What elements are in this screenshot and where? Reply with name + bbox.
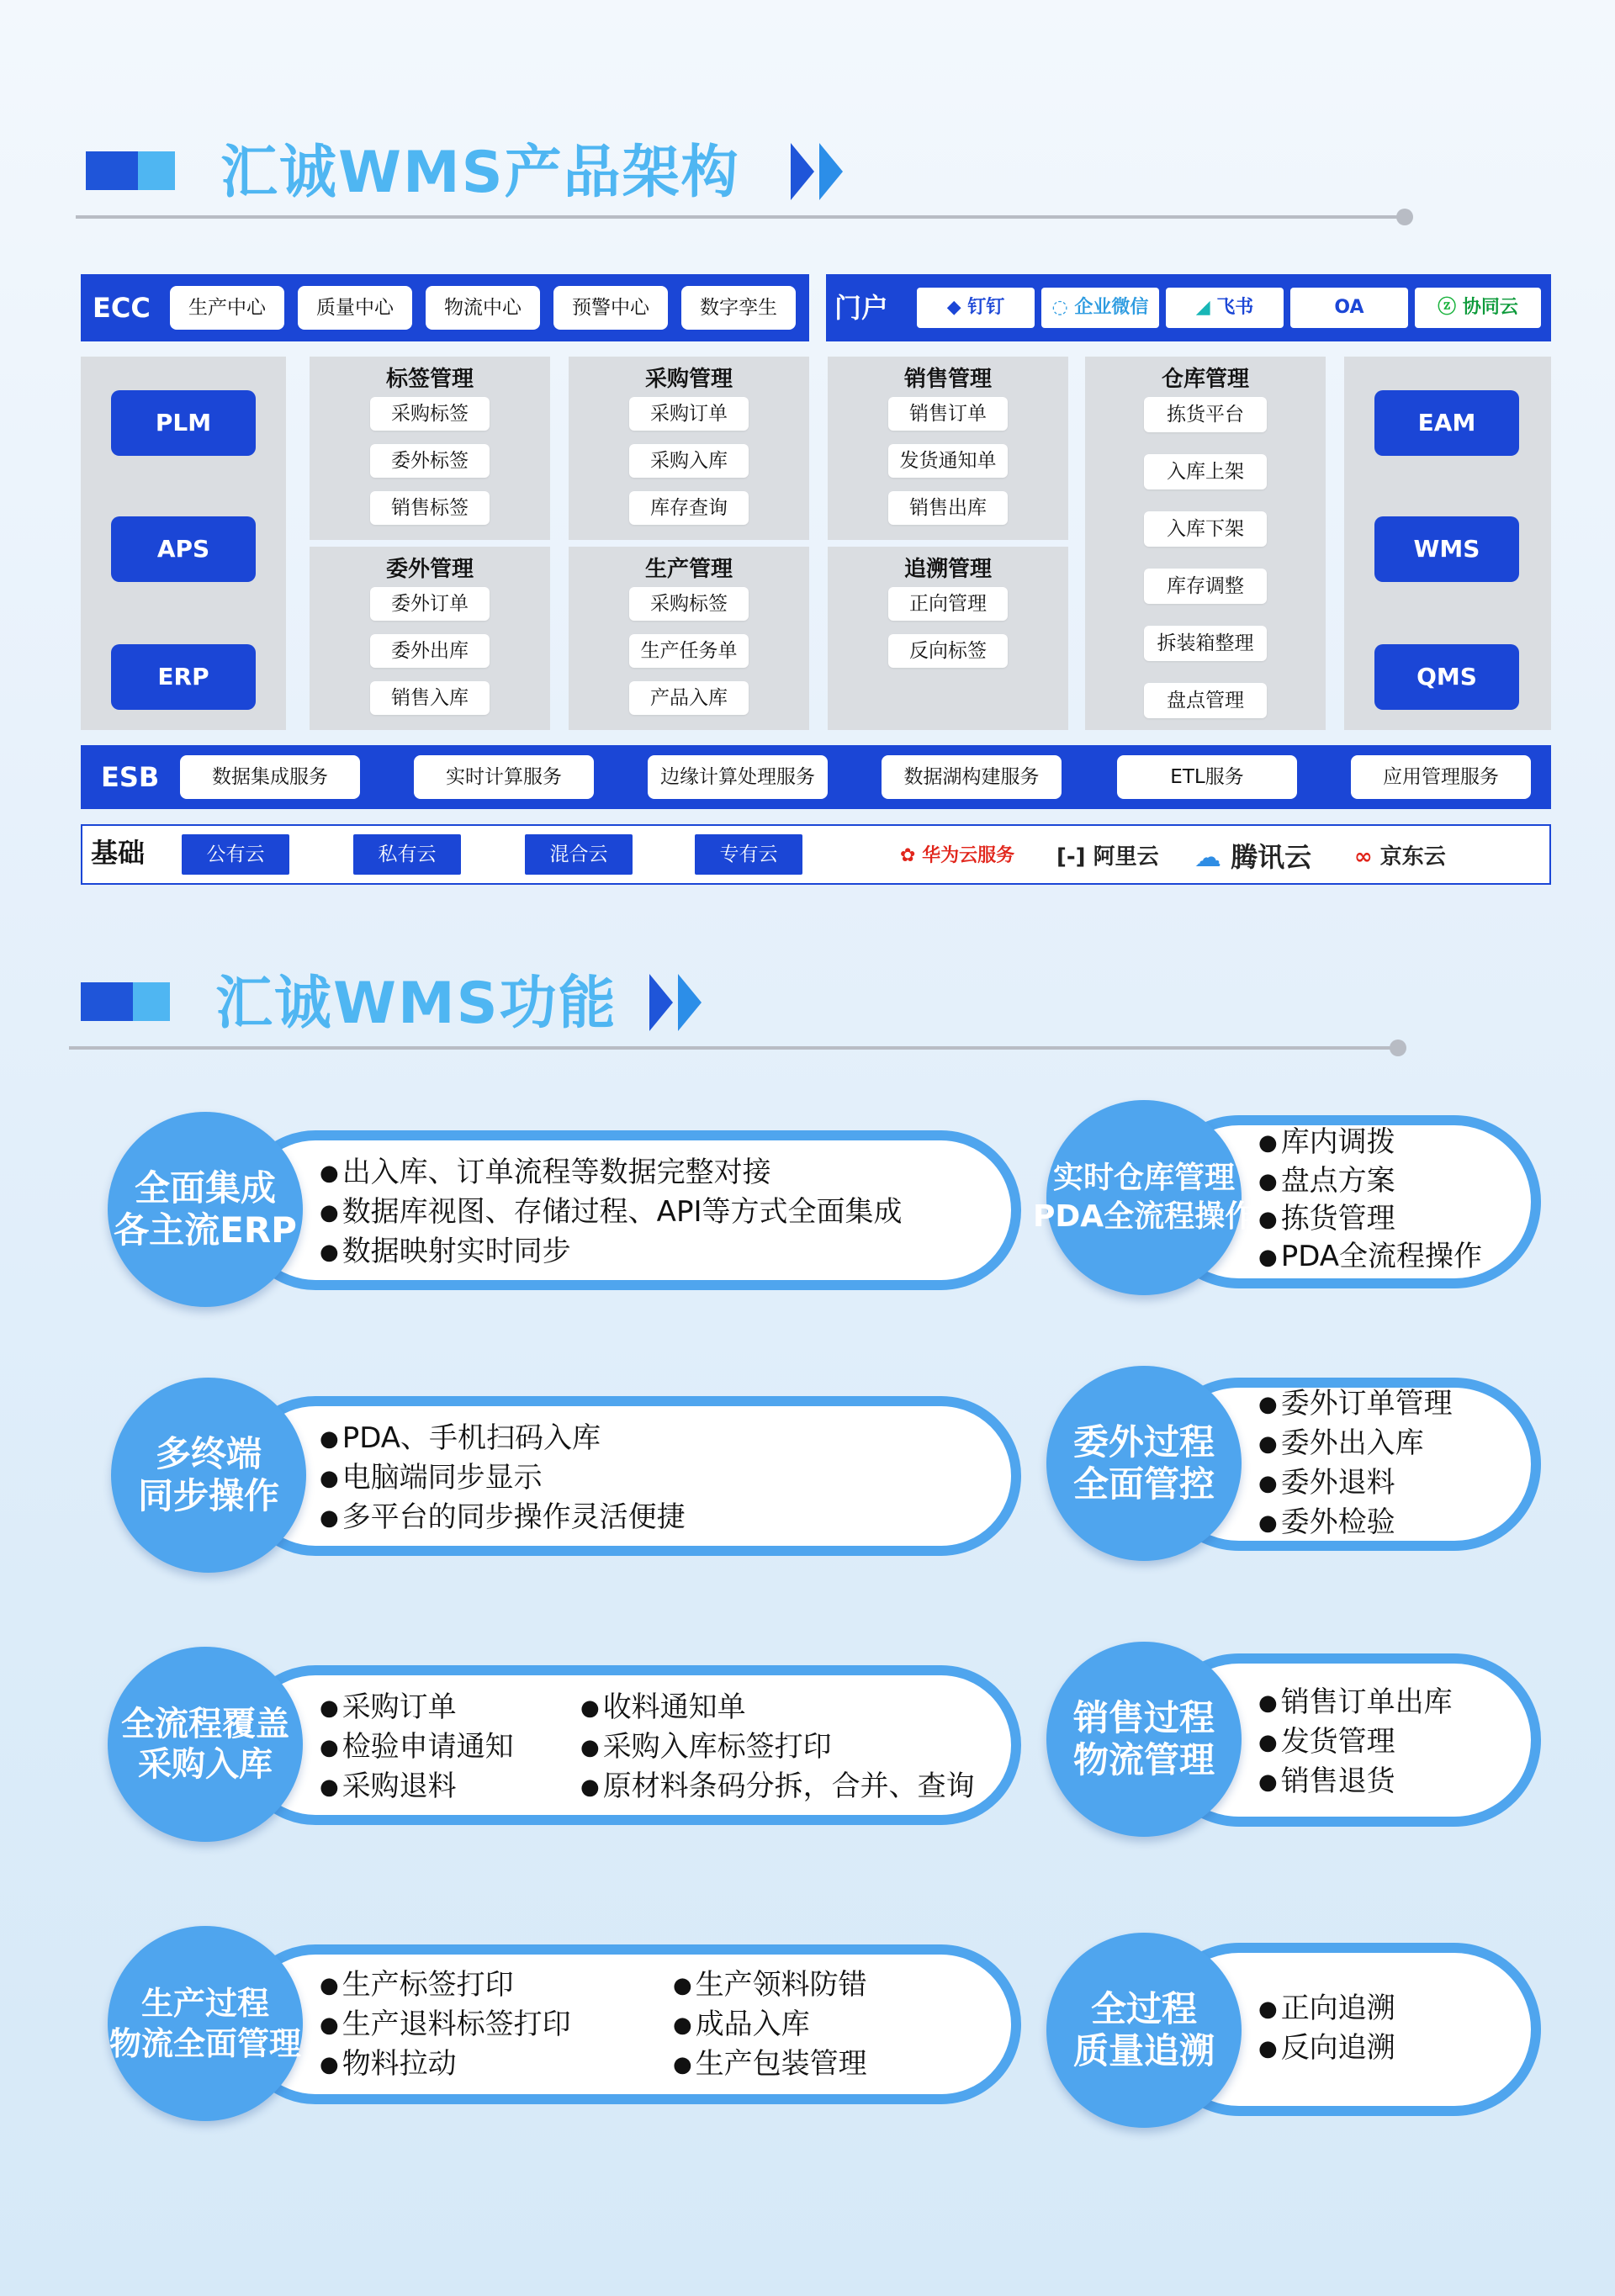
base-item-private-cloud[interactable]: 私有云: [353, 834, 461, 875]
module-title: 生产管理: [644, 557, 733, 582]
module-title: 标签管理: [385, 367, 474, 392]
chevron-right-icon: [649, 974, 673, 1031]
divider-dot: [1396, 209, 1413, 225]
feature-item: ● 电脑端同步显示: [320, 1457, 543, 1499]
module-item[interactable]: 委外标签: [370, 444, 490, 478]
feature-badge: 销售过程 物流管理: [1046, 1642, 1242, 1837]
system-aps-button[interactable]: APS: [111, 516, 256, 582]
feature-badge: 委外过程 全面管控: [1046, 1366, 1242, 1561]
module-item[interactable]: 拆装箱整理: [1144, 626, 1267, 661]
system-plm-button[interactable]: PLM: [111, 390, 256, 456]
jd-cloud-icon: ∞: [1354, 844, 1373, 870]
feature-item: ● 盘点方案: [1258, 1161, 1395, 1202]
feature-item: ● 检验申请通知: [320, 1727, 514, 1768]
feature-badge: 生产过程 物流全面管理: [108, 1926, 303, 2121]
tencent-cloud-logo: ☁ 腾讯云: [1194, 841, 1312, 873]
feature-badge: 实时仓库管理 PDA全流程操作: [1046, 1100, 1242, 1295]
chevron-right-icon: [791, 143, 814, 200]
system-erp-button[interactable]: ERP: [111, 644, 256, 710]
feature-item: ● 多平台的同步操作灵活便捷: [320, 1497, 686, 1538]
section2-divider: [69, 1046, 1400, 1050]
feature-badge: 全面集成 各主流ERP: [108, 1112, 303, 1307]
section1-decoration: [86, 151, 175, 190]
module-production-mgmt: [569, 547, 809, 730]
feature-badge: 全过程 质量追溯: [1046, 1933, 1242, 2128]
feature-item: ● 发货管理: [1258, 1722, 1395, 1763]
portal-item-oa[interactable]: OA: [1290, 288, 1408, 328]
feature-item: ● 出入库、订单流程等数据完整对接: [320, 1152, 771, 1193]
portal-bar: [826, 274, 1551, 341]
feature-item: ● 正向追溯: [1258, 1988, 1395, 2029]
module-item[interactable]: 产品入库: [629, 681, 749, 715]
ecc-label: ECC: [93, 292, 151, 324]
section2-decoration: [81, 982, 170, 1021]
module-item[interactable]: 盘点管理: [1144, 683, 1267, 718]
module-item[interactable]: 采购订单: [629, 397, 749, 431]
feature-item: ● 采购订单: [320, 1687, 457, 1728]
section1-title: 汇诚WMS产品架构: [220, 140, 740, 206]
feature-item: ● 生产标签打印: [320, 1965, 514, 2006]
feature-item: ● 采购入库标签打印: [580, 1727, 832, 1768]
ecc-bar: [81, 274, 809, 341]
base-bar: [81, 824, 1551, 885]
huawei-cloud-logo: ✿ 华为云服务: [900, 845, 1015, 866]
section2-title: 汇诚WMS功能: [215, 971, 617, 1037]
feishu-icon: ◢: [1195, 297, 1210, 318]
ecc-item-warning-center[interactable]: 预警中心: [553, 286, 668, 330]
base-item-dedicated-cloud[interactable]: 专有云: [695, 834, 802, 875]
feature-badge: 全流程覆盖 采购入库: [108, 1647, 303, 1842]
feature-item: ● PDA全流程操作: [1258, 1236, 1482, 1278]
feature-item: ● 委外退料: [1258, 1463, 1395, 1504]
module-item[interactable]: 销售出库: [888, 491, 1008, 525]
module-title: 仓库管理: [1161, 367, 1249, 392]
module-sales-mgmt: [828, 357, 1068, 540]
module-title: 追溯管理: [903, 557, 992, 582]
base-label: 基础: [91, 837, 146, 869]
module-title: 采购管理: [644, 367, 733, 392]
feature-item: ● 数据映射实时同步: [320, 1231, 571, 1272]
chevron-right-icon: [819, 143, 843, 200]
dingtalk-icon: ◆: [946, 297, 961, 318]
module-item[interactable]: 采购入库: [629, 444, 749, 478]
esb-item[interactable]: 边缘计算处理服务: [648, 755, 828, 799]
portal-item-wecom[interactable]: ◌ 企业微信: [1041, 288, 1159, 328]
module-purchase-mgmt: [569, 357, 809, 540]
esb-item[interactable]: 应用管理服务: [1351, 755, 1531, 799]
base-item-public-cloud[interactable]: 公有云: [182, 834, 289, 875]
aliyun-logo: [-] 阿里云: [1056, 844, 1159, 870]
feature-item: ● 销售订单出库: [1258, 1682, 1453, 1723]
feature-item: ● 数据库视图、存储过程、API等方式全面集成: [320, 1192, 902, 1233]
module-item[interactable]: 入库下架: [1144, 511, 1267, 547]
module-item[interactable]: 入库上架: [1144, 454, 1267, 489]
feature-item: ● 生产包装管理: [673, 2044, 867, 2085]
base-item-hybrid-cloud[interactable]: 混合云: [525, 834, 633, 875]
module-item[interactable]: 拣货平台: [1144, 397, 1267, 432]
feature-item: ● 委外检验: [1258, 1502, 1395, 1543]
module-item[interactable]: 采购标签: [370, 397, 490, 431]
esb-bar: [81, 745, 1551, 809]
divider-dot: [1390, 1040, 1406, 1056]
esb-item[interactable]: 实时计算服务: [414, 755, 594, 799]
jd-cloud-logo: ∞ 京东云: [1354, 844, 1446, 870]
wecom-icon: ◌: [1051, 297, 1068, 318]
chevron-right-icon: [678, 974, 702, 1031]
feature-badge: 多终端 同步操作: [111, 1378, 306, 1573]
feature-item: ● 生产退料标签打印: [320, 2004, 571, 2045]
module-warehouse-mgmt: [1085, 357, 1326, 730]
system-qms-button[interactable]: QMS: [1374, 644, 1519, 710]
esb-item[interactable]: ETL服务: [1117, 755, 1297, 799]
system-eam-button[interactable]: EAM: [1374, 390, 1519, 456]
feature-item: ● 销售退货: [1258, 1761, 1395, 1802]
module-item[interactable]: 委外订单: [370, 587, 490, 621]
feature-item: ● 反向追溯: [1258, 2028, 1395, 2069]
module-label-mgmt: [310, 357, 550, 540]
module-outsource-mgmt: [310, 547, 550, 730]
module-item[interactable]: 委外出库: [370, 634, 490, 668]
ecc-item-quality-center[interactable]: 质量中心: [298, 286, 412, 330]
module-item[interactable]: 生产任务单: [629, 634, 749, 668]
feature-item: ● 委外出入库: [1258, 1423, 1424, 1464]
xietongyun-icon: ⓩ: [1438, 297, 1457, 318]
system-wms-button[interactable]: WMS: [1374, 516, 1519, 582]
aliyun-icon: [-]: [1056, 844, 1086, 870]
module-item[interactable]: 正向管理: [888, 587, 1008, 621]
portal-item-xietongyun[interactable]: ⓩ 协同云: [1415, 288, 1541, 328]
ecc-item-logistics-center[interactable]: 物流中心: [426, 286, 540, 330]
feature-item: ● 物料拉动: [320, 2044, 457, 2085]
esb-label: ESB: [101, 761, 160, 793]
feature-item: ● 拣货管理: [1258, 1198, 1395, 1240]
ecc-item-digital-twin[interactable]: 数字孪生: [681, 286, 796, 330]
module-item[interactable]: 采购标签: [629, 587, 749, 621]
module-item[interactable]: 销售订单: [888, 397, 1008, 431]
portal-item-feishu[interactable]: ◢ 飞书: [1166, 288, 1284, 328]
feature-item: ● 原材料条码分拆，合并、查询: [580, 1766, 975, 1807]
huawei-icon: ✿: [900, 845, 916, 866]
ecc-item-production-center[interactable]: 生产中心: [170, 286, 284, 330]
module-item[interactable]: 销售入库: [370, 681, 490, 715]
module-item[interactable]: 库存调整: [1144, 569, 1267, 604]
feature-item: ● 采购退料: [320, 1766, 457, 1807]
module-item[interactable]: 反向标签: [888, 634, 1008, 668]
module-title: 销售管理: [903, 367, 992, 392]
feature-item: ● 生产领料防错: [673, 1965, 867, 2006]
module-item[interactable]: 库存查询: [629, 491, 749, 525]
module-trace-mgmt: [828, 547, 1068, 730]
module-item[interactable]: 发货通知单: [888, 444, 1008, 478]
tencent-cloud-icon: ☁: [1194, 841, 1221, 873]
section1-divider: [76, 215, 1406, 219]
esb-item[interactable]: 数据湖构建服务: [882, 755, 1062, 799]
feature-item: ● 成品入库: [673, 2004, 810, 2045]
esb-item[interactable]: 数据集成服务: [180, 755, 360, 799]
portal-label: 门户: [834, 292, 889, 324]
feature-item: ● 收料通知单: [580, 1687, 746, 1728]
feature-item: ● 委外订单管理: [1258, 1383, 1453, 1425]
module-title: 委外管理: [385, 557, 474, 582]
module-item[interactable]: 销售标签: [370, 491, 490, 525]
feature-item: ● PDA、手机扫码入库: [320, 1418, 601, 1459]
feature-item: ● 库内调拨: [1258, 1122, 1395, 1163]
portal-item-dingtalk[interactable]: ◆ 钉钉: [917, 288, 1035, 328]
